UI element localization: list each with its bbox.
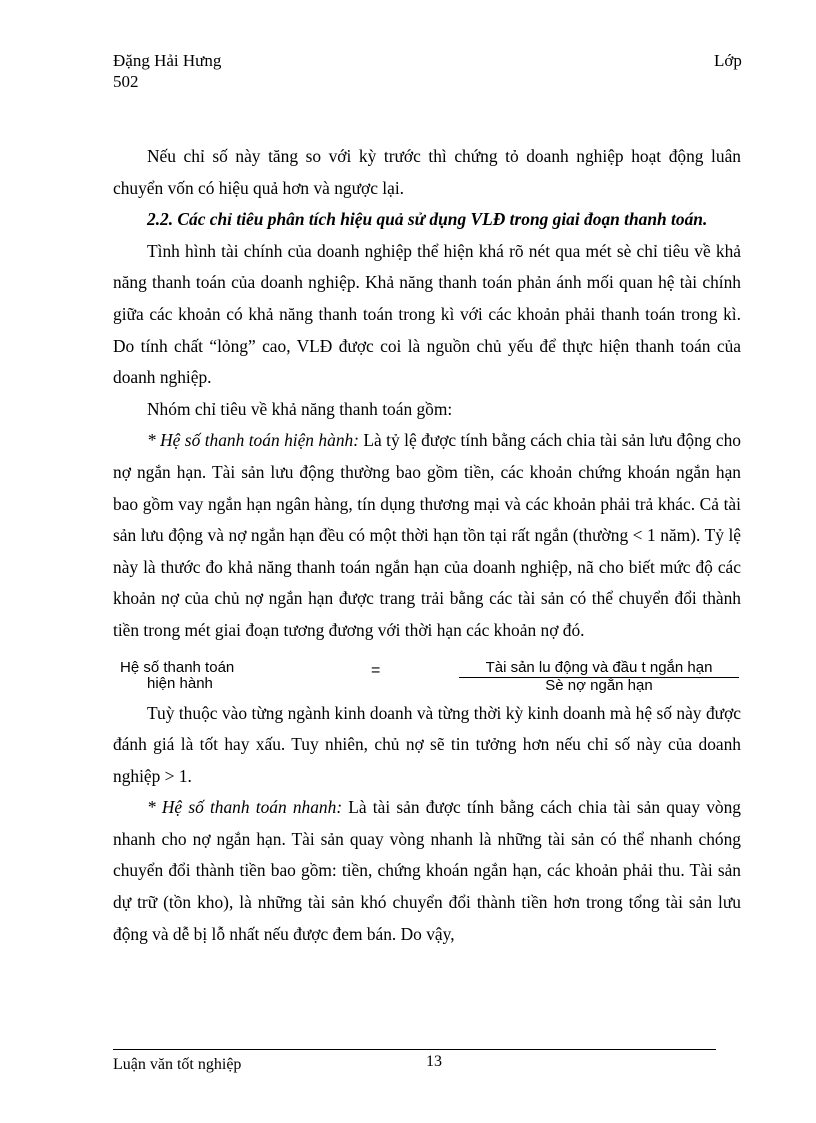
paragraph-3: Nhóm chỉ tiêu về khả năng thanh toán gồm: <box>147 398 453 419</box>
paragraph-6-body: Là tài sản được tính bằng cách chia tài sản quay vòng nhanh cho nợ ngắn hạn. Tài sản quay vòng nhanh là những tài sản có thể nhanh chóng chuyển đổi thành tiền bao gồm: tiền, chứng khoán ngắn hạn, các khoản phải thu. Tài sản dự trữ (tồn kho), là những tài sản khó chuyển đổi thành tiền hơn trong tổng tài sản lưu động và dễ bị lỗ nhất nếu được đem bán. Do vậy, <box>113 797 741 944</box>
page-header-left <box>113 50 221 92</box>
author-name: Đặng Hải Hưng <box>113 51 222 70</box>
class-number: 502 <box>113 72 139 91</box>
paragraph-2: Tình hình tài chính của doanh nghiệp thể hiện khá rõ nét qua mét sè chỉ tiêu về khả năng thanh toán của doanh nghiệp. Khả năng thanh toán phản ánh mối quan hệ tài chính giữa các khoản có khả năng thanh toán trong kì với các khoản phải thanh toán trong kì. Do tính chất “lỏng” cao, VLĐ được coi là nguồn chủ yếu để thực hiện thanh toán của doanh nghiệp. <box>113 240 741 388</box>
formula-equals: = <box>371 661 381 679</box>
formula-lhs-line1: Hệ số thanh toán <box>120 658 235 676</box>
footer-divider <box>113 1049 716 1050</box>
term-quick-ratio: * Hệ số thanh toán nhanh: <box>147 797 343 818</box>
class-label: Lớp <box>714 51 742 70</box>
formula-fraction <box>459 660 739 694</box>
formula-denominator: Sè nợ ngắn hạn <box>545 676 653 694</box>
paragraph-5: Tuỳ thuộc vào từng ngành kinh doanh và từng thời kỳ kinh doanh mà hệ số này được đánh giá là tốt hay xấu. Tuy nhiên, chủ nợ sẽ tin tưởng hơn nếu chỉ số này của doanh nghiệp > 1. <box>113 702 741 786</box>
page-number: 13 <box>426 1053 442 1070</box>
formula-lhs <box>120 660 234 692</box>
document-body <box>113 141 741 950</box>
formula-current-ratio <box>113 660 741 698</box>
section-heading: 2.2. Các chỉ tiêu phân tích hiệu quả sử dụng VLĐ trong giai đoạn thanh toán. <box>147 209 708 230</box>
footer-title: Luận văn tốt nghiệp <box>113 1056 242 1073</box>
term-current-ratio: * Hệ số thanh toán hiện hành: <box>147 430 359 451</box>
paragraph-4 <box>113 425 741 646</box>
paragraph-6 <box>113 792 741 950</box>
paragraph-1: Nếu chỉ số này tăng so với kỳ trước thì chứng tỏ doanh nghiệp hoạt động luân chuyển vốn có hiệu quả hơn và ngược lại. <box>113 146 741 198</box>
formula-lhs-line2: hiện hành <box>147 674 213 692</box>
paragraph-4-body: Là tỷ lệ được tính bằng cách chia tài sản lưu động cho nợ ngắn hạn. Tài sản lưu động thường bao gồm tiền, các khoản chứng khoán ngắn hạn bao gồm vay ngắn hạn ngân hàng, tín dụng thương mại và các khoản phải trả khác. Cả tài sản lưu động và nợ ngắn hạn đều có một thời hạn tồn tại rất ngắn (thường < 1 năm). Tỷ lệ này là thước đo khả năng thanh toán ngắn hạn của doanh nghiệp, nã cho biết mức độ các khoản nợ của chủ nợ ngắn hạn được trang trải bằng các tài sản có thể chuyển đổi thành tiền trong mét giai đoạn tương đương với thời hạn các khoản nợ đó. <box>113 430 741 640</box>
formula-numerator: Tài sản lu động và đầu t ngắn hạn <box>459 660 739 678</box>
